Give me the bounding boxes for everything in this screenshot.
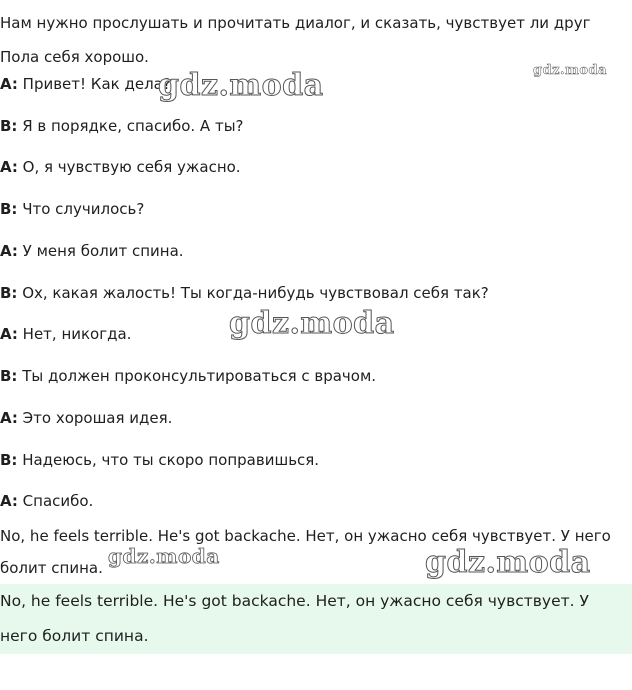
speaker-label: A: xyxy=(0,325,18,343)
speaker-label: B: xyxy=(0,284,18,302)
speaker-label: B: xyxy=(0,367,18,385)
watermark-logo: gdz.moda xyxy=(533,63,608,78)
watermark-logo: gdz.moda xyxy=(229,306,395,341)
dialogue-line xyxy=(0,283,489,303)
dialogue-text: Надеюсь, что ты скоро поправишься. xyxy=(17,451,320,469)
dialogue-text: Я в порядке, спасибо. А ты? xyxy=(17,117,244,135)
dialogue-line xyxy=(0,450,319,470)
speaker-label: A: xyxy=(0,158,18,176)
dialogue-text: У меня болит спина. xyxy=(17,242,184,260)
dialogue-line xyxy=(0,199,144,219)
dialogue-line xyxy=(0,324,131,344)
intro-text: Нам нужно прослушать и прочитать диалог, и сказать, чувствует ли друг Пола себя хорошо. xyxy=(0,14,591,66)
dialogue-text: Ох, какая жалость! Ты когда-нибудь чувствовал себя так? xyxy=(17,284,489,302)
speaker-label: A: xyxy=(0,75,18,93)
watermark-logo: gdz.moda xyxy=(108,544,220,568)
dialogue-text: Нет, никогда. xyxy=(17,325,132,343)
highlighted-answer-text: No, he feels terrible. He's got backache. Нет, он ужасно себя чувствует. У него болит спина. xyxy=(0,592,589,645)
dialogue-line xyxy=(0,366,376,386)
speaker-label: A: xyxy=(0,492,18,510)
dialogue-text: Это хорошая идея. xyxy=(17,409,173,427)
speaker-label: B: xyxy=(0,451,18,469)
answer-text: No, he feels terrible. He's got backache. Нет, он ужасно себя чувствует. У него болит спина. xyxy=(0,527,611,577)
speaker-label: B: xyxy=(0,117,18,135)
dialogue-text: Спасибо. xyxy=(17,492,94,510)
dialogue-line xyxy=(0,116,244,136)
dialogue-text: О, я чувствую себя ужасно. xyxy=(17,158,241,176)
speaker-label: B: xyxy=(0,200,18,218)
watermark-logo: gdz.moda xyxy=(158,68,324,103)
speaker-label: A: xyxy=(0,242,18,260)
dialogue-line xyxy=(0,74,171,94)
dialogue-line xyxy=(0,157,241,177)
dialogue-text: Что случилось? xyxy=(17,200,145,218)
watermark-logo: gdz.moda xyxy=(425,545,591,580)
dialogue-line xyxy=(0,491,93,511)
dialogue-line xyxy=(0,241,184,261)
dialogue-line xyxy=(0,408,172,428)
speaker-label: A: xyxy=(0,409,18,427)
dialogue-text: Ты должен проконсультироваться с врачом. xyxy=(17,367,377,385)
dialogue-text: Привет! Как дела? xyxy=(17,75,171,93)
